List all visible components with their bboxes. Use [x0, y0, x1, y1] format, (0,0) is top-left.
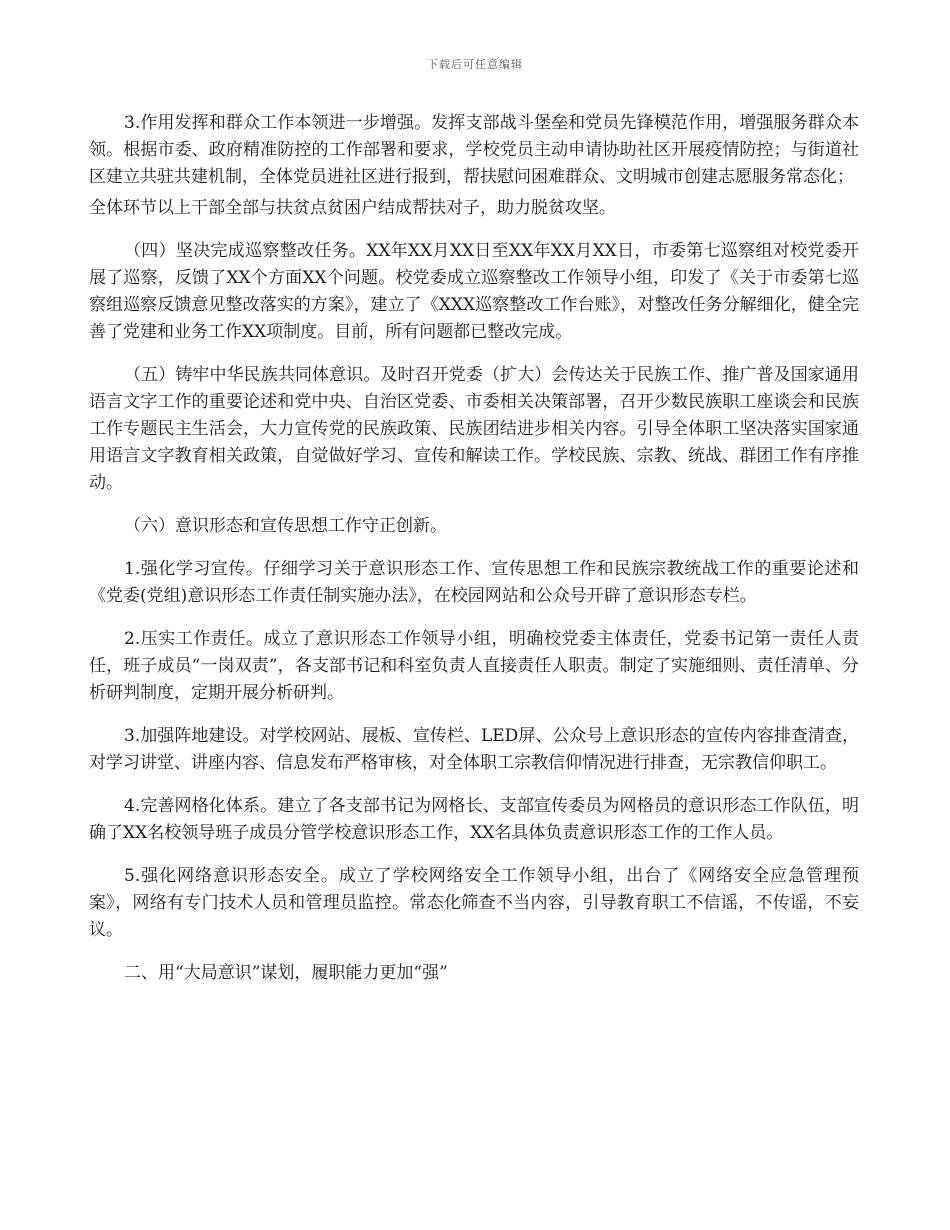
document-body — [89, 110, 859, 1003]
paragraph-item-3: 3.作用发挥和群众工作本领进一步增强。发挥支部战斗堡垒和党员先锋模范作用，增强服务群众本领。根据市委、政府精准防控的工作部署和要求，学校党员主动申请协助社区开展疫情防控；与街道社区建立共驻共建机制，全体党员进社区进行报到，帮扶慰问困难群众、文明城市创建志愿服务常态化； — [89, 113, 859, 187]
section-heading-2: 二、用“大局意识”谋划，履职能力更加“强” — [124, 963, 448, 983]
paragraph-item-1: 1.强化学习宣传。仔细学习关于意识形态工作、宣传思想工作和民族宗教统战工作的重要论述和《党委(党组)意识形态工作责任制实施办法》，在校园网站和公众号开辟了意识形态专栏。 — [89, 559, 859, 606]
paragraph-item-5: 5.强化网络意识形态安全。成立了学校网络安全工作领导小组，出台了《网络安全应急管理预案》，网络有专门技术人员和管理员监控。常态化筛查不当内容，引导教育职工不信谣，不传谣，不妄议。 — [89, 866, 859, 940]
paragraph-section-5: （五）铸牢中华民族共同体意识。及时召开党委（扩大）会传达关于民族工作、推广普及国家通用语言文字工作的重要论述和党中央、自治区党委、市委相关决策部署，召开少数民族职工座谈会和民族工作专题民主生活会，大力宣传党的民族政策、民族团结进步相关内容。引导全体职工坚决落实国家通用语言文字教育相关政策，自觉做好学习、宣传和解读工作。学校民族、宗教、统战、群团工作有序推动。 — [89, 365, 859, 493]
paragraph-section-6-heading: （六）意识形态和宣传思想工作守正创新。 — [124, 516, 447, 536]
paragraph-item-2: 2.压实工作责任。成立了意识形态工作领导小组，明确校党委主体责任，党委书记第一责任人责任，班子成员“一岗双责”，各支部书记和科室负责人直接责任人职责。制定了实施细则、责任清单、分析研判制度，定期开展分析研判。 — [89, 629, 859, 703]
paragraph-continuation: 全体环节以上干部全部与扶贫点贫困户结成帮扶对子，助力脱贫攻坚。 — [89, 198, 616, 218]
paragraph-section-4: （四）坚决完成巡察整改任务。XX年XX月XX日至XX年XX月XX日，市委第七巡察组对校党委开展了巡察，反馈了XX个方面XX个问题。校党委成立巡察整改工作领导小组，印发了《关于市委第七巡察组巡察反馈意见整改落实的方案》，建立了《XXX巡察整改工作台账》，对整改任务分解细化，健全完善了党建和业务工作XX项制度。目前，所有问题都已整改完成。 — [89, 241, 859, 342]
paragraph-item-3b: 3.加强阵地建设。对学校网站、展板、宣传栏、LED屏、公众号上意识形态的宣传内容排查清查，对学习讲堂、讲座内容、信息发布严格审核，对全体职工宗教信仰情况进行排查，无宗教信仰职工。 — [89, 726, 859, 773]
page-header: 下载后可任意编辑 — [427, 58, 523, 71]
paragraph-item-4: 4.完善网格化体系。建立了各支部书记为网格长、支部宣传委员为网格员的意识形态工作队伍，明确了XX名校领导班子成员分管学校意识形态工作，XX名具体负责意识形态工作的工作人员。 — [89, 796, 859, 843]
